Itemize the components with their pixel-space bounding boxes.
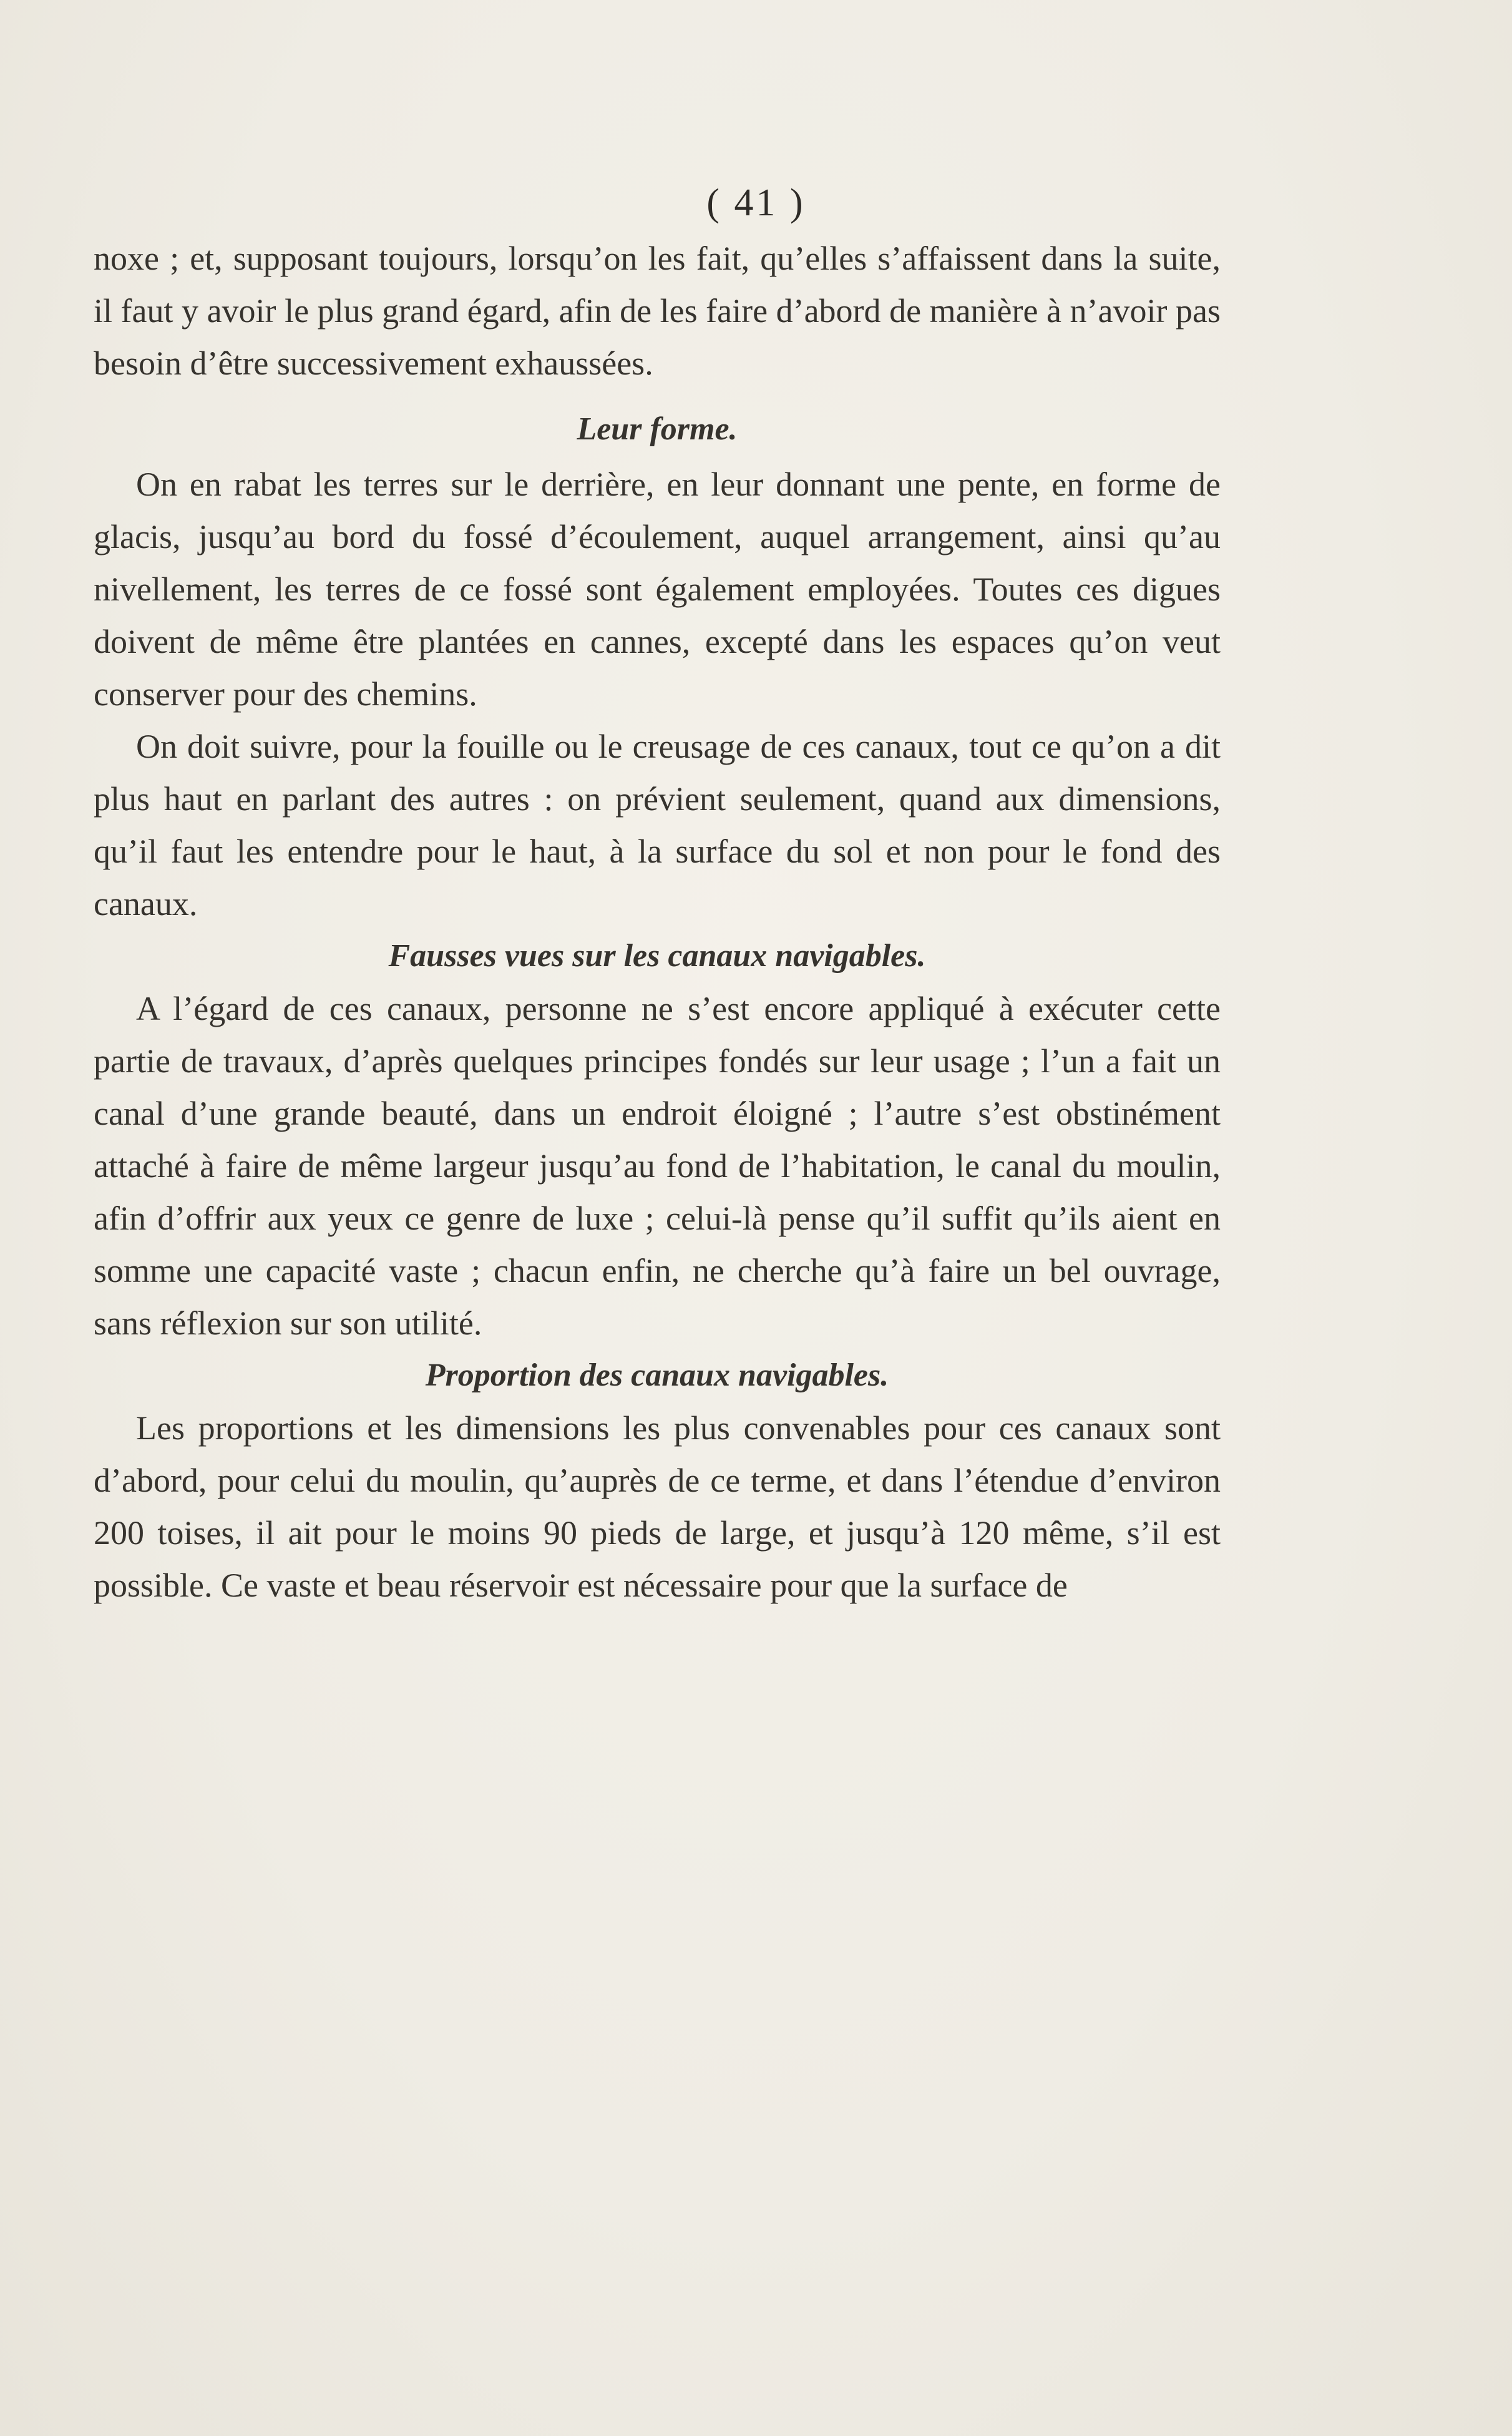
- paragraph: On en rabat les terres sur le derrière, en leur donnant une pente, en forme de glacis, jusqu’au bord du fossé d’écoulement, auquel arrangement, ainsi qu’au nivellement, les terres de ce fossé sont également employées. Toutes ces digues doivent de même être plantées en cannes, excepté dans les espaces qu’on veut conserver pour des chemins.: [94, 466, 1221, 713]
- paragraph: On doit suivre, pour la fouille ou le creusage de ces canaux, tout ce qu’on a dit plus haut en parlant des autres : on prévient seulement, quand aux dimensions, qu’il faut les entendre pour le haut, à la surface du sol et non pour le fond des canaux.: [94, 728, 1221, 922]
- page-number: ( 41 ): [706, 182, 806, 224]
- paragraph: A l’égard de ces canaux, personne ne s’est encore appliqué à exécuter cette partie de travaux, d’après quelques principes fondés sur leur usage ; l’un a fait un canal d’une grande beauté, dans un endroit éloigné ; l’autre s’est obstinément attaché à faire de même largeur jusqu’au fond de l’habitation, le canal du moulin, afin d’offrir aux yeux ce genre de luxe ; celui-là pense qu’il suffit qu’ils aient en somme une capacité vaste ; chacun enfin, ne cherche qu’à faire un bel ouvrage, sans réflexion sur son utilité.: [94, 990, 1221, 1342]
- body-text: [94, 232, 1221, 1612]
- section-heading-fausses-vues: Fausses vues sur les canaux navigables.: [388, 938, 926, 974]
- section-heading-leur-forme: Leur forme.: [577, 411, 738, 447]
- paragraph: Les proportions et les dimensions les plus convenables pour ces canaux sont d’abord, pour celui du moulin, qu’auprès de ce terme, et dans l’étendue d’environ 200 toises, il ait pour le moins 90 pieds de large, et jusqu’à 120 même, s’il est possible. Ce vaste et beau réservoir est nécessaire pour que la surface de: [94, 1409, 1221, 1604]
- section-heading-proportion: Proportion des canaux navigables.: [425, 1357, 889, 1393]
- paragraph-continuation: noxe ; et, supposant toujours, lorsqu’on les fait, qu’elles s’affaissent dans la suite, il faut y avoir le plus grand égard, afin de les faire d’abord de manière à n’avoir pas besoin d’être successivement exhaussées.: [94, 240, 1221, 382]
